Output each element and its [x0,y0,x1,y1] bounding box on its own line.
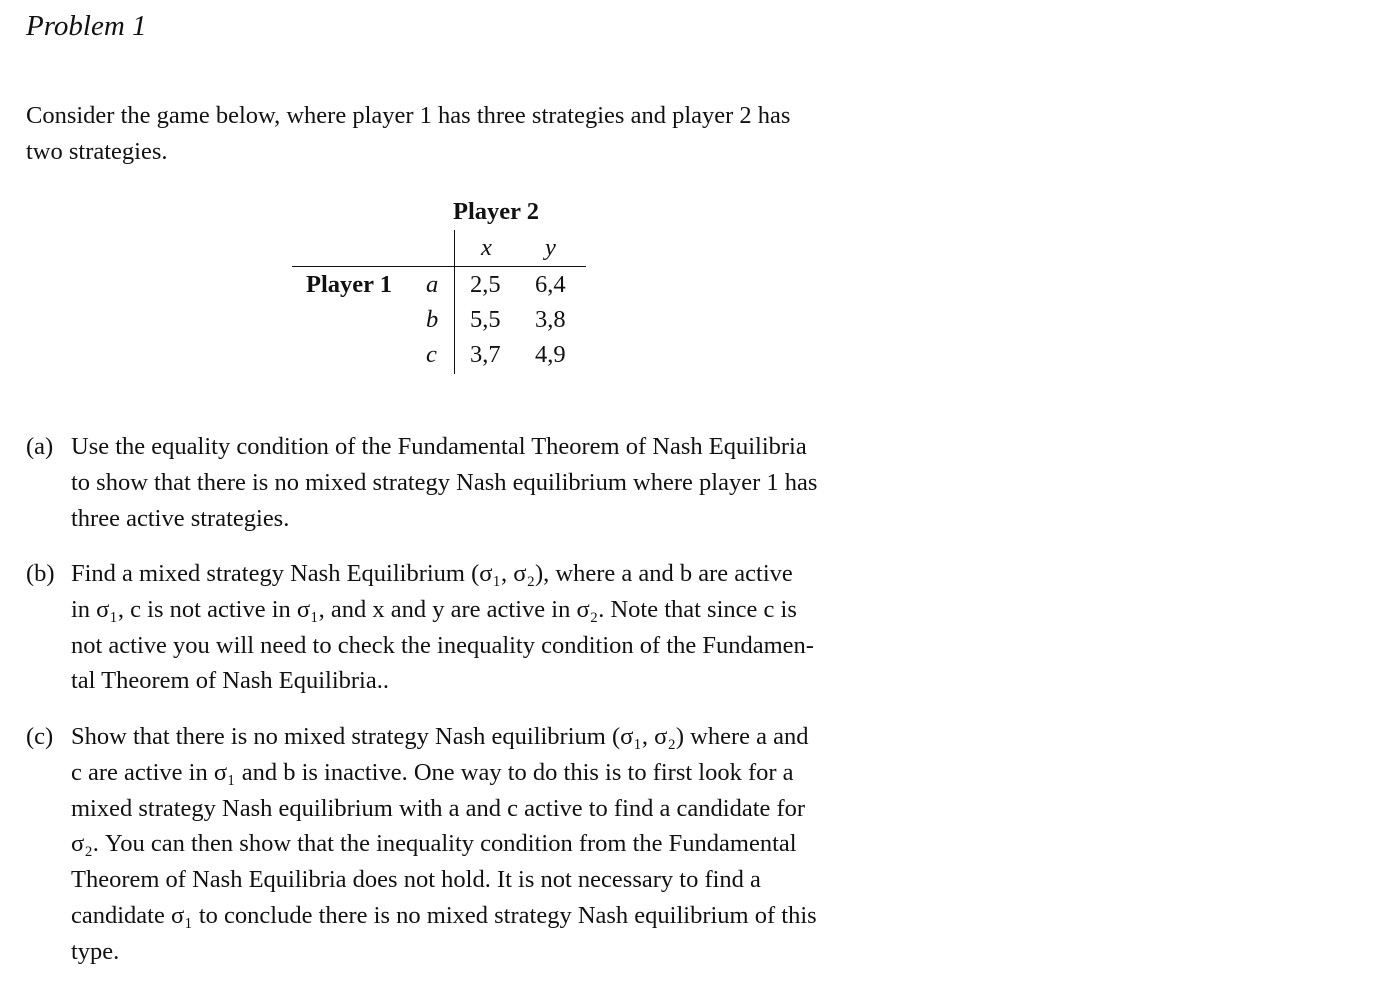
row-label-b: b [426,306,439,333]
question-line: Find a mixed strategy Nash Equilibrium (σ₁, σ₂), where a and b are active [71,560,793,587]
question-line: candidate σ₁ to conclude there is no mixed strategy Nash equilibrium of this [71,901,817,929]
column-player-label: Player 2 [453,198,539,225]
payoff-cell-c-y: 4,9 [535,341,566,368]
question-line: three active strategies. [71,504,290,532]
column-header-x: x [481,234,492,261]
question-a [26,429,876,536]
question-line: Show that there is no mixed strategy Nash equilibrium (σ₁, σ₂) where a and [71,723,809,750]
payoff-cell-c-x: 3,7 [470,341,501,368]
question-line: tal Theorem of Nash Equilibria.. [71,667,389,695]
question-line: not active you will need to check the inequality condition of the Fundamen- [71,631,814,659]
question-line: type. [71,937,120,965]
question-line: to show that there is no mixed strategy Nash equilibrium where player 1 has [71,468,818,496]
question-label: (b) [26,560,55,587]
intro-line: two strategies. [26,137,168,165]
payoff-cell-a-x: 2,5 [470,271,501,298]
question-line: mixed strategy Nash equilibrium with a and c active to find a candidate for [71,794,806,822]
question-c [26,719,876,970]
intro-line: Consider the game below, where player 1 has three strategies and player 2 has [26,102,791,129]
question-label: (a) [26,433,54,460]
question-line: Theorem of Nash Equilibria does not hold. It is not necessary to find a [71,866,761,894]
column-header-y: y [545,234,556,261]
question-label: (c) [26,723,54,750]
table-vertical-rule [454,230,455,374]
question-line: Use the equality condition of the Fundamental Theorem of Nash Equilibria [71,433,807,460]
question-line: in σ₁, c is not active in σ₁, and x and y are active in σ₂. Note that since c is [71,595,797,623]
question-line: c are active in σ₁ and b is inactive. One way to do this is to first look for a [71,758,794,786]
payoff-cell-a-y: 6,4 [535,271,566,298]
question-b [26,556,876,699]
row-label-c: c [426,341,437,368]
row-player-label: Player 1 [306,271,392,298]
row-label-a: a [426,271,439,298]
table-horizontal-rule [292,266,586,267]
payoff-cell-b-y: 3,8 [535,306,566,333]
problem-title: Problem 1 [26,10,147,42]
question-line: σ₂. You can then show that the inequality condition from the Fundamental [71,830,797,858]
payoff-table [0,0,1390,400]
payoff-cell-b-x: 5,5 [470,306,501,333]
